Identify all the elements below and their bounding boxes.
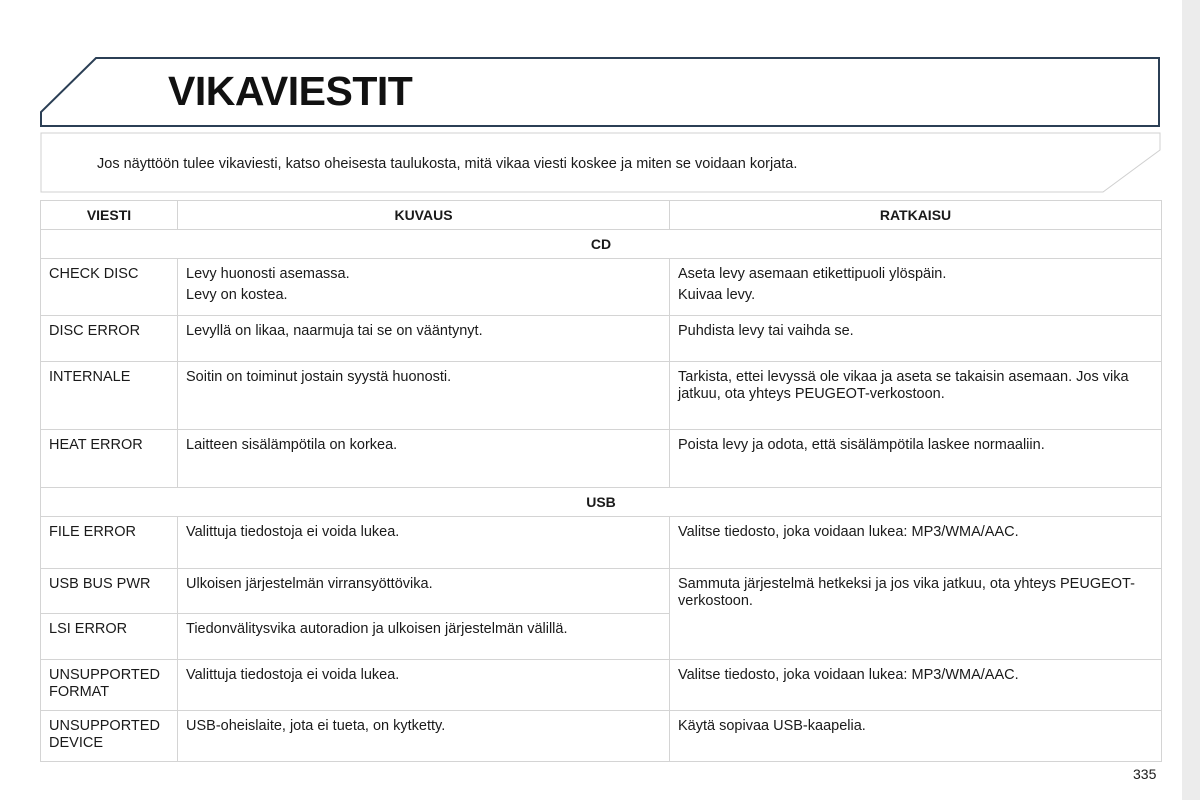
- table-row: [41, 517, 1162, 569]
- solution-cell: Poista levy ja odota, että sisälämpötila laskee normaaliin.: [670, 430, 1162, 488]
- message-cell: DISC ERROR: [41, 316, 178, 362]
- message-cell: HEAT ERROR: [41, 430, 178, 488]
- description-cell: Tiedonvälitysvika autoradion ja ulkoisen järjestelmän välillä.: [178, 614, 670, 660]
- message-cell: USB BUS PWR: [41, 569, 178, 614]
- table-row: [41, 316, 1162, 362]
- description-cell: USB-oheislaite, jota ei tueta, on kytketty.: [178, 711, 670, 762]
- page-number: 335: [1133, 766, 1157, 782]
- solution-line: Kuivaa levy.: [678, 287, 756, 303]
- error-message-table: [40, 200, 1162, 762]
- page-title: VIKAVIESTIT: [168, 68, 413, 114]
- table-row: [41, 259, 1162, 316]
- intro-text: Jos näyttöön tulee vikaviesti, katso oheisesta taulukosta, mitä vikaa viesti koskee ja miten se voidaan korjata.: [97, 156, 798, 172]
- header-kuvaus: KUVAUS: [178, 201, 670, 230]
- section-label-cd: CD: [41, 230, 1162, 259]
- description-line: Levy huonosti asemassa.: [186, 266, 350, 282]
- description-cell: Ulkoisen järjestelmän virransyöttövika.: [178, 569, 670, 614]
- message-cell: INTERNALE: [41, 362, 178, 430]
- description-line: Levy on kostea.: [186, 287, 288, 303]
- description-cell: Levyllä on likaa, naarmuja tai se on vääntynyt.: [178, 316, 670, 362]
- description-cell: Valittuja tiedostoja ei voida lukea.: [178, 517, 670, 569]
- table-row: [41, 569, 1162, 614]
- header-viesti: VIESTI: [41, 201, 178, 230]
- solution-cell: Sammuta järjestelmä hetkeksi ja jos vika jatkuu, ota yhteys PEUGEOT-verkostoon.: [670, 569, 1162, 660]
- description-cell: Valittuja tiedostoja ei voida lukea.: [178, 660, 670, 711]
- message-cell: LSI ERROR: [41, 614, 178, 660]
- header-ratkaisu: RATKAISU: [670, 201, 1162, 230]
- description-cell: Soitin on toiminut jostain syystä huonosti.: [178, 362, 670, 430]
- solution-line: Aseta levy asemaan etikettipuoli ylöspäin.: [678, 266, 947, 282]
- solution-cell: Valitse tiedosto, joka voidaan lukea: MP3/WMA/AAC.: [670, 660, 1162, 711]
- section-row-usb: [41, 488, 1162, 517]
- solution-cell: [670, 259, 1162, 316]
- message-cell: FILE ERROR: [41, 517, 178, 569]
- section-row-cd: [41, 230, 1162, 259]
- message-cell: CHECK DISC: [41, 259, 178, 316]
- description-cell: Laitteen sisälämpötila on korkea.: [178, 430, 670, 488]
- table-row: [41, 430, 1162, 488]
- table-row: [41, 660, 1162, 711]
- message-cell: UNSUPPORTED FORMAT: [41, 660, 178, 711]
- message-cell: UNSUPPORTED DEVICE: [41, 711, 178, 762]
- solution-cell: Valitse tiedosto, joka voidaan lukea: MP3/WMA/AAC.: [670, 517, 1162, 569]
- description-cell: [178, 259, 670, 316]
- section-label-usb: USB: [41, 488, 1162, 517]
- solution-cell: Tarkista, ettei levyssä ole vikaa ja aseta se takaisin asemaan. Jos vika jatkuu, ota yhteys PEUGEOT-verkostoon.: [670, 362, 1162, 430]
- table-row: [41, 711, 1162, 762]
- solution-cell: Käytä sopivaa USB-kaapelia.: [670, 711, 1162, 762]
- table-header-row: [41, 201, 1162, 230]
- solution-cell: Puhdista levy tai vaihda se.: [670, 316, 1162, 362]
- table-row: [41, 362, 1162, 430]
